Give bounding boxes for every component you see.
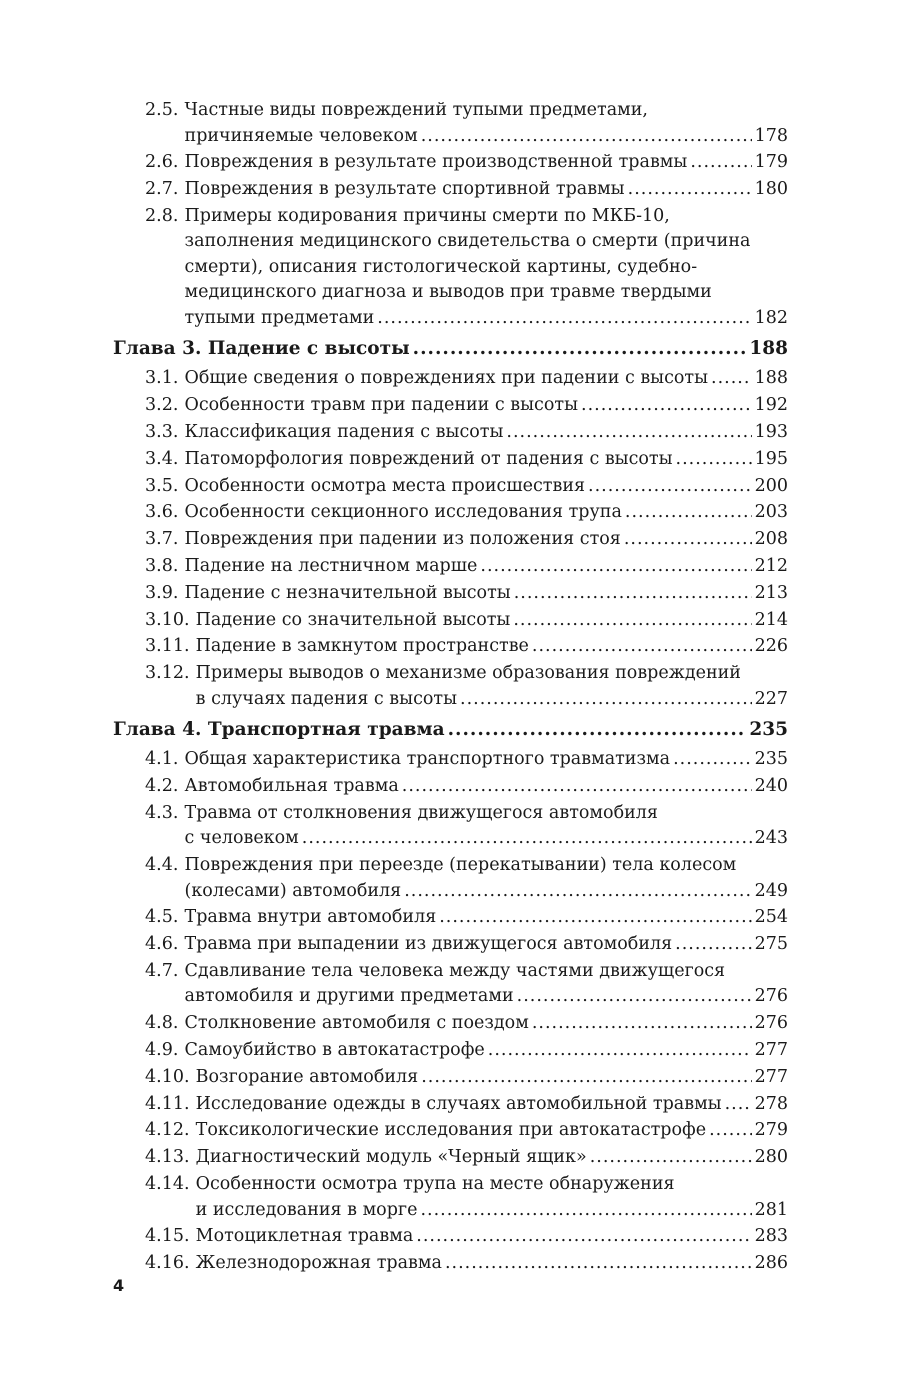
dot-leader <box>628 177 752 203</box>
toc-chapter <box>113 336 788 361</box>
toc-entry-page: 249 <box>754 880 788 901</box>
dot-leader <box>673 747 752 773</box>
toc-entry-title-line: Падение с незначительной высоты <box>184 582 511 603</box>
dot-leader <box>413 336 747 361</box>
dot-leader <box>448 717 747 742</box>
toc-entry-page: 213 <box>754 582 788 603</box>
dot-leader <box>460 687 752 713</box>
toc-entry <box>113 554 788 580</box>
dot-leader <box>420 1198 751 1224</box>
toc-entry <box>113 1224 788 1250</box>
toc-entry-title-line: и исследования в морге <box>195 1199 418 1220</box>
toc-entry-title-line: Железнодорожная травма <box>195 1253 442 1274</box>
toc-entry-page: 240 <box>754 775 788 796</box>
dot-leader <box>676 447 752 473</box>
toc-entry-page: 200 <box>754 475 788 496</box>
toc-entry-number: 4.3. <box>145 802 179 823</box>
toc-entry-number: 3.5. <box>145 475 179 496</box>
toc-entry-page: 235 <box>754 749 788 770</box>
toc-entry <box>113 634 788 660</box>
toc-entry-number: 4.2. <box>145 775 179 796</box>
toc-entry-number: 2.6. <box>145 152 179 173</box>
dot-leader <box>513 608 751 634</box>
toc-entry-title-line: причиняемые человеком <box>184 125 418 146</box>
toc-entry-title-line: Транспортная травма <box>207 719 445 741</box>
table-of-contents <box>113 98 788 1278</box>
toc-entry-title-line: Особенности секционного исследования трупа <box>184 502 622 523</box>
dot-leader <box>439 905 751 931</box>
toc-entry-title-line: Особенности осмотра трупа на месте обнаружения <box>195 1174 675 1195</box>
toc-entry-title-line: Особенности травм при падении с высоты <box>184 395 578 416</box>
toc-entry-title-line: тупыми предметами <box>184 307 375 328</box>
toc-entry-number: 4.4. <box>145 855 179 876</box>
toc-entry-number: 3.8. <box>145 555 179 576</box>
toc-entry-page: 278 <box>754 1093 788 1114</box>
toc-entry-title-line: Частные виды повреждений тупыми предметами, <box>184 100 648 120</box>
toc-entry <box>113 150 788 176</box>
toc-entry-number: 4.9. <box>145 1040 179 1061</box>
toc-entry-number: 4.8. <box>145 1013 179 1034</box>
toc-entry-page: 179 <box>754 152 788 173</box>
toc-entry-title-line: Травма при выпадении из движущегося автомобиля <box>184 934 673 955</box>
toc-entry-title-line: Повреждения при переезде (перекатывании) тела колесом <box>184 855 737 876</box>
toc-entry-number: 4.16. <box>145 1253 190 1274</box>
dot-leader <box>421 124 752 150</box>
dot-leader <box>624 527 752 553</box>
toc-entry <box>113 420 788 446</box>
toc-entry-number: 3.10. <box>145 609 190 630</box>
dot-leader <box>725 1092 752 1118</box>
toc-entry <box>113 474 788 500</box>
toc-entry-page: 286 <box>754 1253 788 1274</box>
toc-entry-page: 275 <box>754 934 788 955</box>
toc-entry-number: 3.3. <box>145 421 179 442</box>
toc-entry <box>113 801 788 852</box>
toc-entry-number: 4.14. <box>145 1174 190 1195</box>
toc-entry <box>113 98 788 149</box>
toc-entry-page: 283 <box>754 1226 788 1247</box>
dot-leader <box>581 393 752 419</box>
toc-entry-number: 3.11. <box>145 636 190 657</box>
dot-leader <box>506 420 751 446</box>
toc-entry-page: 277 <box>754 1066 788 1087</box>
toc-entry-number: Глава 4. <box>113 719 202 741</box>
toc-entry-title-line: Падение со значительной высоты <box>195 609 511 630</box>
toc-entry-page: 188 <box>754 368 788 389</box>
toc-entry-title-line: Примеры кодирования причины смерти по МКБ-10, <box>184 205 670 226</box>
toc-entry <box>113 959 788 1010</box>
toc-entry <box>113 204 788 332</box>
toc-entry <box>113 1118 788 1144</box>
toc-entry-title-line: медицинского диагноза и выводов при травме твердыми <box>184 282 712 303</box>
toc-entry-title-line: Травма внутри автомобиля <box>184 907 437 928</box>
dot-leader <box>517 984 752 1010</box>
dot-leader <box>532 1011 752 1037</box>
toc-entry <box>113 581 788 607</box>
toc-entry-page: 212 <box>754 555 788 576</box>
dot-leader <box>690 150 751 176</box>
toc-entry-title-line: Исследование одежды в случаях автомобильной травмы <box>195 1093 722 1114</box>
dot-leader <box>416 1224 751 1250</box>
toc-entry-page: 193 <box>754 421 788 442</box>
toc-entry-page: 235 <box>749 719 788 741</box>
toc-entry-page: 243 <box>754 828 788 849</box>
toc-entry-number: Глава 3. <box>113 338 202 360</box>
toc-entry <box>113 177 788 203</box>
toc-entry <box>113 527 788 553</box>
toc-entry-number: 4.13. <box>145 1147 190 1168</box>
toc-entry-number: 4.6. <box>145 934 179 955</box>
toc-entry-page: 280 <box>754 1147 788 1168</box>
toc-entry <box>113 1065 788 1091</box>
toc-entry-page: 277 <box>754 1040 788 1061</box>
toc-entry-page: 226 <box>754 636 788 657</box>
toc-entry <box>113 366 788 392</box>
toc-entry-page: 276 <box>754 1013 788 1034</box>
toc-entry <box>113 1092 788 1118</box>
toc-entry-title-line: Повреждения в результате производственной травмы <box>184 152 688 173</box>
toc-entry-number: 4.12. <box>145 1120 190 1141</box>
toc-entry <box>113 393 788 419</box>
toc-entry <box>113 500 788 526</box>
toc-entry-title-line: автомобиля и другими предметами <box>184 986 514 1007</box>
toc-entry-number: 4.11. <box>145 1093 190 1114</box>
dot-leader <box>480 554 751 580</box>
dot-leader <box>514 581 752 607</box>
toc-entry-title-line: в случаях падения с высоты <box>195 688 458 709</box>
dot-leader <box>675 932 751 958</box>
toc-entry-title-line: Сдавливание тела человека между частями движущегося <box>184 960 726 981</box>
dot-leader <box>404 879 751 905</box>
toc-entry <box>113 1038 788 1064</box>
toc-entry-title-line: заполнения медицинского свидетельства о смерти (причина <box>184 231 751 252</box>
toc-entry-number: 3.4. <box>145 448 179 469</box>
toc-entry-title-line: Примеры выводов о механизме образования повреждений <box>195 663 741 684</box>
toc-entry-title-line: Столкновение автомобиля с поездом <box>184 1013 529 1034</box>
toc-entry-number: 4.1. <box>145 749 179 770</box>
toc-entry-number: 3.1. <box>145 368 179 389</box>
toc-entry-title-line: Повреждения в результате спортивной травмы <box>184 179 625 200</box>
toc-entry-number: 4.10. <box>145 1066 190 1087</box>
toc-entry-title-line: Токсикологические исследования при автокатастрофе <box>195 1120 707 1141</box>
toc-entry-page: 178 <box>754 125 788 146</box>
toc-entry-page: 208 <box>754 529 788 550</box>
toc-entry-number: 3.12. <box>145 663 190 684</box>
toc-entry-number: 4.7. <box>145 960 179 981</box>
toc-entry-number: 3.2. <box>145 395 179 416</box>
toc-entry-page: 254 <box>754 907 788 928</box>
dot-leader <box>532 634 752 660</box>
toc-entry-title-line: Возгорание автомобиля <box>195 1066 419 1087</box>
toc-entry-number: 3.9. <box>145 582 179 603</box>
toc-entry <box>113 1251 788 1277</box>
toc-entry-page: 281 <box>754 1199 788 1220</box>
toc-entry <box>113 608 788 634</box>
dot-leader <box>590 1145 752 1171</box>
toc-entry-number: 2.8. <box>145 205 179 226</box>
toc-entry <box>113 905 788 931</box>
toc-entry-number: 3.6. <box>145 502 179 523</box>
toc-entry-title-line: Общая характеристика транспортного травматизма <box>184 749 671 770</box>
toc-entry-page: 227 <box>754 688 788 709</box>
toc-entry-title-line: Падение в замкнутом пространстве <box>195 636 529 657</box>
toc-entry <box>113 447 788 473</box>
toc-entry <box>113 1145 788 1171</box>
toc-entry-number: 2.5. <box>145 100 179 120</box>
toc-entry <box>113 774 788 800</box>
toc-entry-page: 192 <box>754 395 788 416</box>
toc-entry <box>113 1011 788 1037</box>
toc-entry-title-line: Повреждения при падении из положения стоя <box>184 529 621 550</box>
dot-leader <box>709 1118 751 1144</box>
toc-entry-title-line: Особенности осмотра места происшествия <box>184 475 586 496</box>
toc-entry-title-line: Диагностический модуль «Черный ящик» <box>195 1147 587 1168</box>
toc-entry-title-line: Самоубийство в автокатастрофе <box>184 1040 485 1061</box>
toc-entry-page: 180 <box>754 179 788 200</box>
toc-entry-page: 188 <box>749 338 788 360</box>
toc-entry <box>113 853 788 904</box>
dot-leader <box>302 826 752 852</box>
page-number: 4 <box>113 1276 125 1295</box>
toc-entry-title-line: Травма от столкновения движущегося автомобиля <box>184 802 658 823</box>
dot-leader <box>711 366 752 392</box>
toc-entry-title-line: Падение на лестничном марше <box>184 555 478 576</box>
toc-entry <box>113 1172 788 1223</box>
dot-leader <box>445 1251 752 1277</box>
toc-entry <box>113 661 788 712</box>
toc-entry-number: 3.7. <box>145 529 179 550</box>
toc-entry-title-line: смерти), описания гистологической картины, судебно- <box>184 256 698 277</box>
toc-entry-page: 203 <box>754 502 788 523</box>
dot-leader <box>488 1038 752 1064</box>
toc-entry-title-line: Классификация падения с высоты <box>184 421 504 442</box>
toc-entry-title-line: Патоморфология повреждений от падения с высоты <box>184 448 673 469</box>
toc-entry-number: 2.7. <box>145 179 179 200</box>
toc-entry-number: 4.5. <box>145 907 179 928</box>
toc-entry-title-line: (колесами) автомобиля <box>184 880 402 901</box>
toc-entry-title-line: Автомобильная травма <box>184 775 399 796</box>
toc-entry-page: 276 <box>754 986 788 1007</box>
toc-entry-title-line: Падение с высоты <box>207 338 410 360</box>
toc-entry-title-line: Общие сведения о повреждениях при падении с высоты <box>184 368 709 389</box>
toc-entry-page: 195 <box>754 448 788 469</box>
dot-leader <box>421 1065 751 1091</box>
dot-leader <box>588 474 752 500</box>
toc-entry-page: 214 <box>754 609 788 630</box>
toc-entry <box>113 932 788 958</box>
dot-leader <box>625 500 752 526</box>
toc-entry-page: 279 <box>754 1120 788 1141</box>
toc-entry-number: 4.15. <box>145 1226 190 1247</box>
toc-entry-title-line: Мотоциклетная травма <box>195 1226 414 1247</box>
dot-leader <box>377 306 751 332</box>
toc-entry-title-line: с человеком <box>184 828 299 849</box>
toc-entry <box>113 747 788 773</box>
toc-entry-page: 182 <box>754 307 788 328</box>
dot-leader <box>402 774 752 800</box>
toc-chapter <box>113 717 788 742</box>
